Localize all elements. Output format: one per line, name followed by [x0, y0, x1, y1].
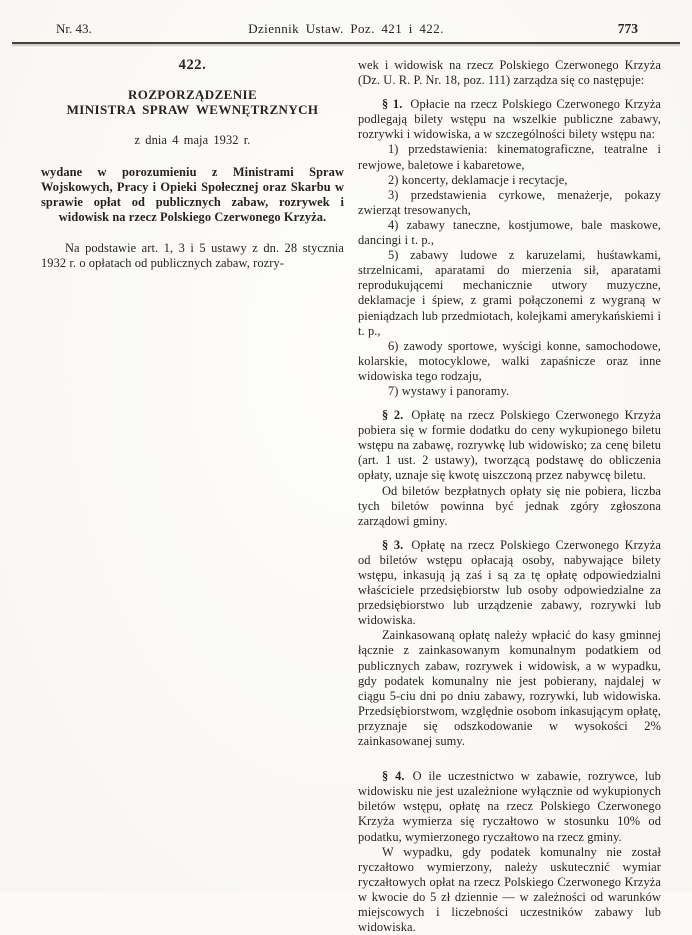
section-4-opening: [358, 769, 661, 844]
journal-title: Dziennik Ustaw. Poz. 421 i 422.: [248, 21, 444, 36]
list-item: 1) przedstawienia: kinematograficzne, teatralne i rewjowe, baletowe i kabaretowe,: [358, 142, 661, 172]
legal-basis-paragraph: Na podstawie art. 1, 3 i 5 ustawy z dn. 28 stycznia 1932 r. o opłatach od publicznych zabaw, rozry-: [41, 240, 344, 270]
continuation-paragraph: wek i widowisk na rzecz Polskiego Czerwonego Krzyża (Dz. U. R. P. Nr. 18, poz. 111) zarządza się co następuje:: [358, 58, 661, 88]
article-number: 422.: [178, 57, 207, 73]
section-2-text: Opłatę na rzecz Polskiego Czerwonego Krzyża pobiera się w formie dodatku do ceny wykupionego biletu wstępu na zabawę, rozrywkę lub widowisko; za cenę biletu (art. 1 ust. 2 ustawy), tworzącą podstawę do obliczenia opłaty, uznaje się kwotę uiszczoną przez nabywcę biletu.: [358, 408, 661, 483]
section-2-opening: [358, 408, 661, 483]
section-4-paragraph-2: W wypadku, gdy podatek komunalny nie został ryczałtowo wymierzony, należy uskutecznić wymiar ryczałtowych opłat na rzecz Polskiego Czerwonego Krzyża w kwocie do 5 zł dziennie — w zależności od warunków miejscowych i liczebności uczestników zabawy lub widowiska.: [358, 844, 661, 935]
decree-title-line1: ROZPORZĄDZENIE: [127, 87, 258, 103]
decree-title-line2: MINISTRA SPRAW WEWNĘTRZNYCH: [66, 102, 319, 118]
list-item: 3) przedstawienia cyrkowe, menażerje, pokazy zwierząt tresowanych,: [358, 187, 661, 217]
decree-date: z dnia 4 maja 1932 r.: [134, 133, 251, 148]
list-item: 2) koncerty, deklamacje i recytacje,: [388, 172, 568, 187]
section-4-marker: § 4.: [382, 769, 405, 784]
section-1-text: Opłacie na rzecz Polskiego Czerwonego Krzyża podlegają bilety wstępu na wszelkie publiczne zabawy, rozrywki i widowiska, a w szczególności bilety wstępu na:: [358, 97, 661, 142]
section-2-paragraph-2: Od biletów bezpłatnych opłaty się nie pobiera, liczba tych biletów powinna być jednak zgóry zgłoszona zarządowi gminy.: [358, 483, 661, 528]
issue-number: Nr. 43.: [56, 21, 92, 36]
list-item: 5) zabawy ludowe z karuzelami, huśtawkami, strzelnicami, aparatami do mierzenia sił, aparatami reprodukującemi mechanicznie utwory muzyczne, deklamacje i śpiew, z grami połączonemi z wygraną w pieniądzach lub przedmiotach, kolejkami amerykańskiemi i t. p.,: [358, 248, 661, 338]
two-column-body: [0, 44, 692, 935]
left-column: [41, 58, 344, 935]
section-4-text: O ile uczestnictwo w zabawie, rozrywce, lub widowisku nie jest uzależnione wyłącznie od wykupionych biletów wstępu, opłatę na rzecz Polskiego Czerwonego Krzyża wymierza się ryczałtowo w stosunku 10% od podatku, wymierzonego ryczałtowo na rzecz gminy.: [358, 769, 661, 844]
section-1-marker: § 1.: [382, 97, 403, 112]
decree-subtitle: wydane w porozumieniu z Ministrami Spraw Wojskowych, Pracy i Opieki Społecznej oraz Skarbu w sprawie opłat od publicznych zabaw, rozrywek i widowisk na rzecz Polskiego Czerwonego Krzyża.: [41, 165, 344, 225]
section-3-marker: § 3.: [382, 537, 404, 552]
section-2-marker: § 2.: [382, 408, 404, 423]
list-item: 6) zawody sportowe, wyścigi konne, samochodowe, kolarskie, motocyklowe, walki zapaśnicze oraz inne widowiska tego rodzaju,: [358, 338, 661, 383]
section-3-text: Opłatę na rzecz Polskiego Czerwonego Krzyża od biletów wstępu opłacają osoby, nabywające bilety wstępu, inkasują ją zaś i są za tę opłatę odpowiedzialni właściciele przedsiębiorstw lub osoby odpowiedzialne za przedsiębiorstwo lub urządzenie zabawy, rozrywki lub widowiska.: [358, 537, 661, 628]
section-3-paragraph-2: Zainkasowaną opłatę należy wpłacić do kasy gminnej łącznie z zainkasowanym komunalnym podatkiem od publicznych zabaw, rozrywek i widowisk, a w wypadku, gdy podatek komunalny nie jest pobierany, najdalej w ciągu 5-ciu dni po dniu zabawy, rozrywki, lub widowiska. Przedsiębiorstwom, względnie osobom inkasującym opłatę, przyznaje się odszkodowanie w wysokości 2% zainkasowanej sumy.: [358, 628, 661, 749]
right-column: [358, 58, 661, 935]
list-item: 7) wystawy i panoramy.: [388, 383, 510, 398]
section-1-opening: [358, 97, 661, 142]
section-3-opening: [358, 538, 661, 629]
list-item: 4) zabawy taneczne, kostjumowe, bale maskowe, dancingi i t. p.,: [358, 217, 661, 248]
page-number: 773: [617, 21, 638, 36]
page-header: [0, 0, 692, 37]
